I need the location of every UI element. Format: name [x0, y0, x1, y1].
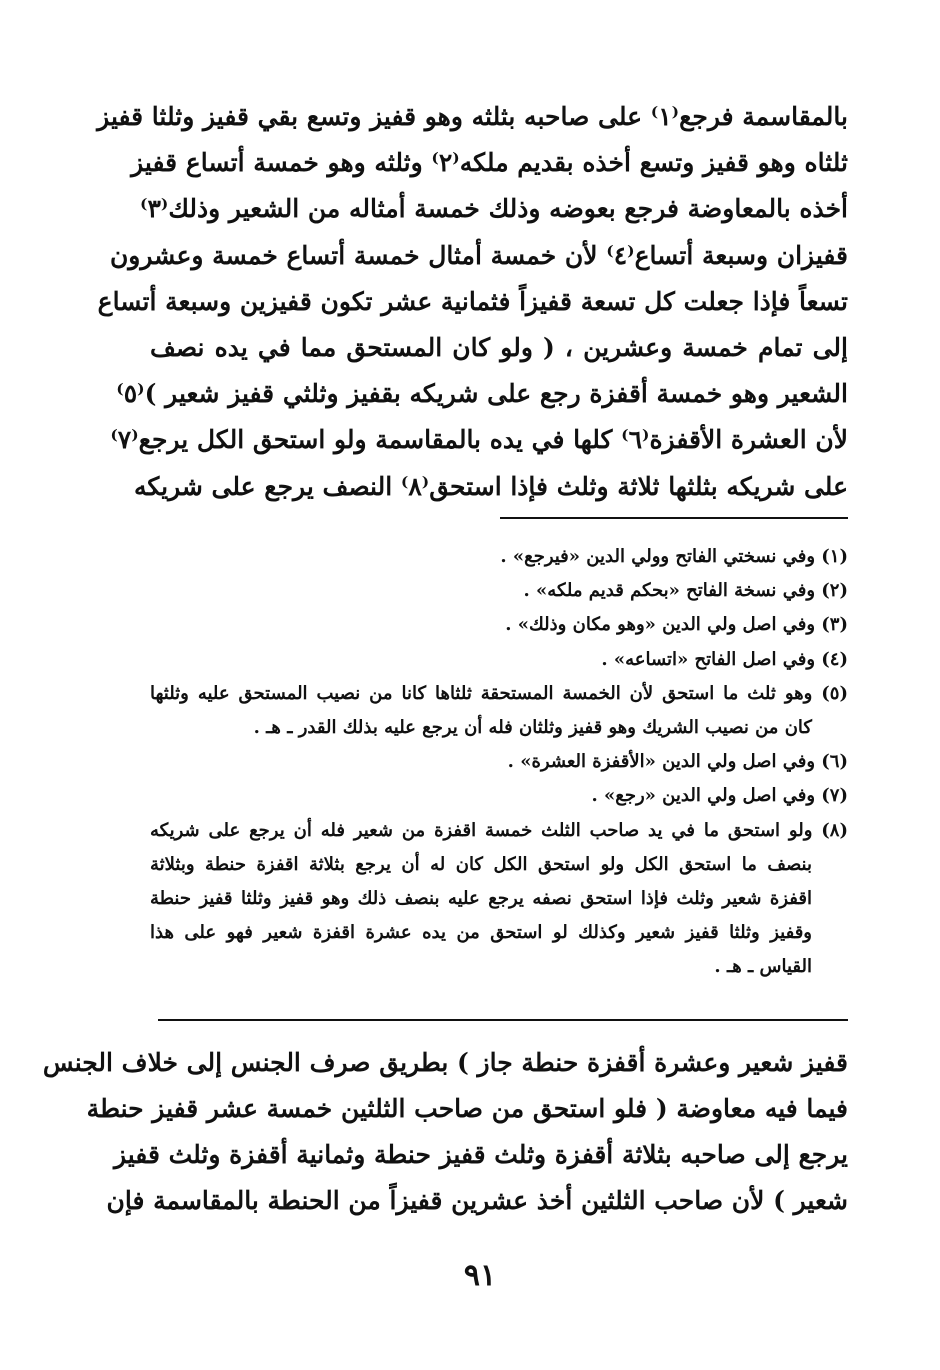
main-text-line: لأن العشرة الأقفزة⁽٦⁾ كلها في يده بالمقاسمة ولو استحق الكل يرجع⁽٧⁾ [110, 425, 848, 455]
footnote-8-continuation: القياس ـ هـ . [714, 956, 812, 978]
footnote-6: (٦) وفي اصل ولي الدين «الأقفزة العشرة» . [507, 751, 848, 773]
footnote-2: (٢) وفي نسخة الفاتح «بحكم قديم ملكه» . [523, 580, 848, 602]
main-text-line: الشعير وهو خمسة أقفزة رجع على شريكه بقفيز وثلثي قفيز شعير )⁽٥⁾ [116, 379, 848, 409]
main-text-line: على شريكه بثلثها ثلاثة وثلث فإذا استحق⁽٨⁾ النصف يرجع على شريكه [133, 471, 848, 501]
continuation-text-line: يرجع إلى صاحبه بثلاثة أقفزة وثلث قفيز حنطة وثمانية أقفزة وثلث قفيز [113, 1140, 848, 1169]
main-text-line: بالمقاسمة فرجع⁽١⁾ على صاحبه بثلثه وهو قفيز وتسع بقي قفيز وثلثا قفيز [97, 102, 848, 131]
footnote-4: (٤) وفي اصل الفاتح «اتساعه» . [601, 648, 848, 670]
footnote-8: (٨) ولو استحق ما في يد صاحب الثلث خمسة اقفزة من شعير فله أن يرجع على شريكه [150, 819, 848, 841]
continuation-text-line: فيما فيه معاوضة ( فلو استحق من صاحب الثلثين خمسة عشر قفيز حنطة [86, 1094, 848, 1123]
footnote-3: (٣) وفي اصل ولي الدين «وهو مكان وذلك» . [505, 614, 848, 636]
main-text-line: ثلثاه وهو قفيز وتسع أخذه بقديم ملكه⁽٢⁾ وثلثه وهو خمسة أتساع قفيز [131, 148, 848, 178]
footnote-8-continuation: بنصف ما استحق الكل ولو استحق الكل كان له أن يرجع بثلاثة اقفزة حنطة وبثلاثة [150, 853, 812, 875]
footnote-8-continuation: اقفزة شعير وثلث فإذا استحق نصفه يرجع عليه بنصف ذلك وهو قفيز وثلثا قفيز حنطة [150, 888, 812, 910]
continuation-text-line: شعير ) لأن صاحب الثلثين أخذ عشرين قفيزاً من الحنطة بالمقاسمة فإن [106, 1186, 848, 1215]
continuation-text-line: قفيز شعير وعشرة أقفزة حنطة جاز ) بطريق صرف الجنس إلى خلاف الجنس [42, 1048, 848, 1077]
main-text-line: أخذه بالمعاوضة فرجع بعوضه وذلك خمسة أمثاله من الشعير وذلك⁽٣⁾ [140, 194, 848, 224]
page-number: ٩١ [463, 1258, 497, 1293]
footnote-5: (٥) وهو ثلث ما استحق لأن الخمسة المستحقة ثلثاها كانا من نصيب المستحق عليه وثلثها [150, 682, 848, 704]
footnote-5-continuation: كان من نصيب الشريك وهو قفيز وثلثان فله أن يرجع عليه بذلك القدر ـ هـ . [253, 717, 812, 739]
main-text-line: قفيزان وسبعة أتساع⁽٤⁾ لأن خمسة أمثال خمسة أتساع خمسة وعشرون [109, 240, 848, 270]
footnote-separator-rule [500, 517, 848, 519]
continuation-text-block [42, 1040, 848, 1224]
footnote-1: (١) وفي نسختي الفاتح وولي الدين «فيرجع» . [500, 546, 848, 567]
footnotes-block [150, 540, 848, 985]
footnote-end-rule [158, 1019, 848, 1021]
footnote-8-continuation: وقفيز وثلثا قفيز شعير وكذلك لو استحق من يده عشرة اقفزة شعير فهو على هذا [150, 922, 812, 944]
main-text-line: تسعاً فإذا جعلت كل تسعة قفيزاً فثمانية عشر تكون قفيزين وسبعة أتساع [97, 286, 848, 316]
footnote-7: (٧) وفي اصل ولي الدين «رجع» . [591, 785, 848, 807]
main-text-block [97, 94, 848, 510]
main-text-line: إلى تمام خمسة وعشرين ، ( ولو كان المستحق مما في يده نصف [150, 332, 848, 362]
